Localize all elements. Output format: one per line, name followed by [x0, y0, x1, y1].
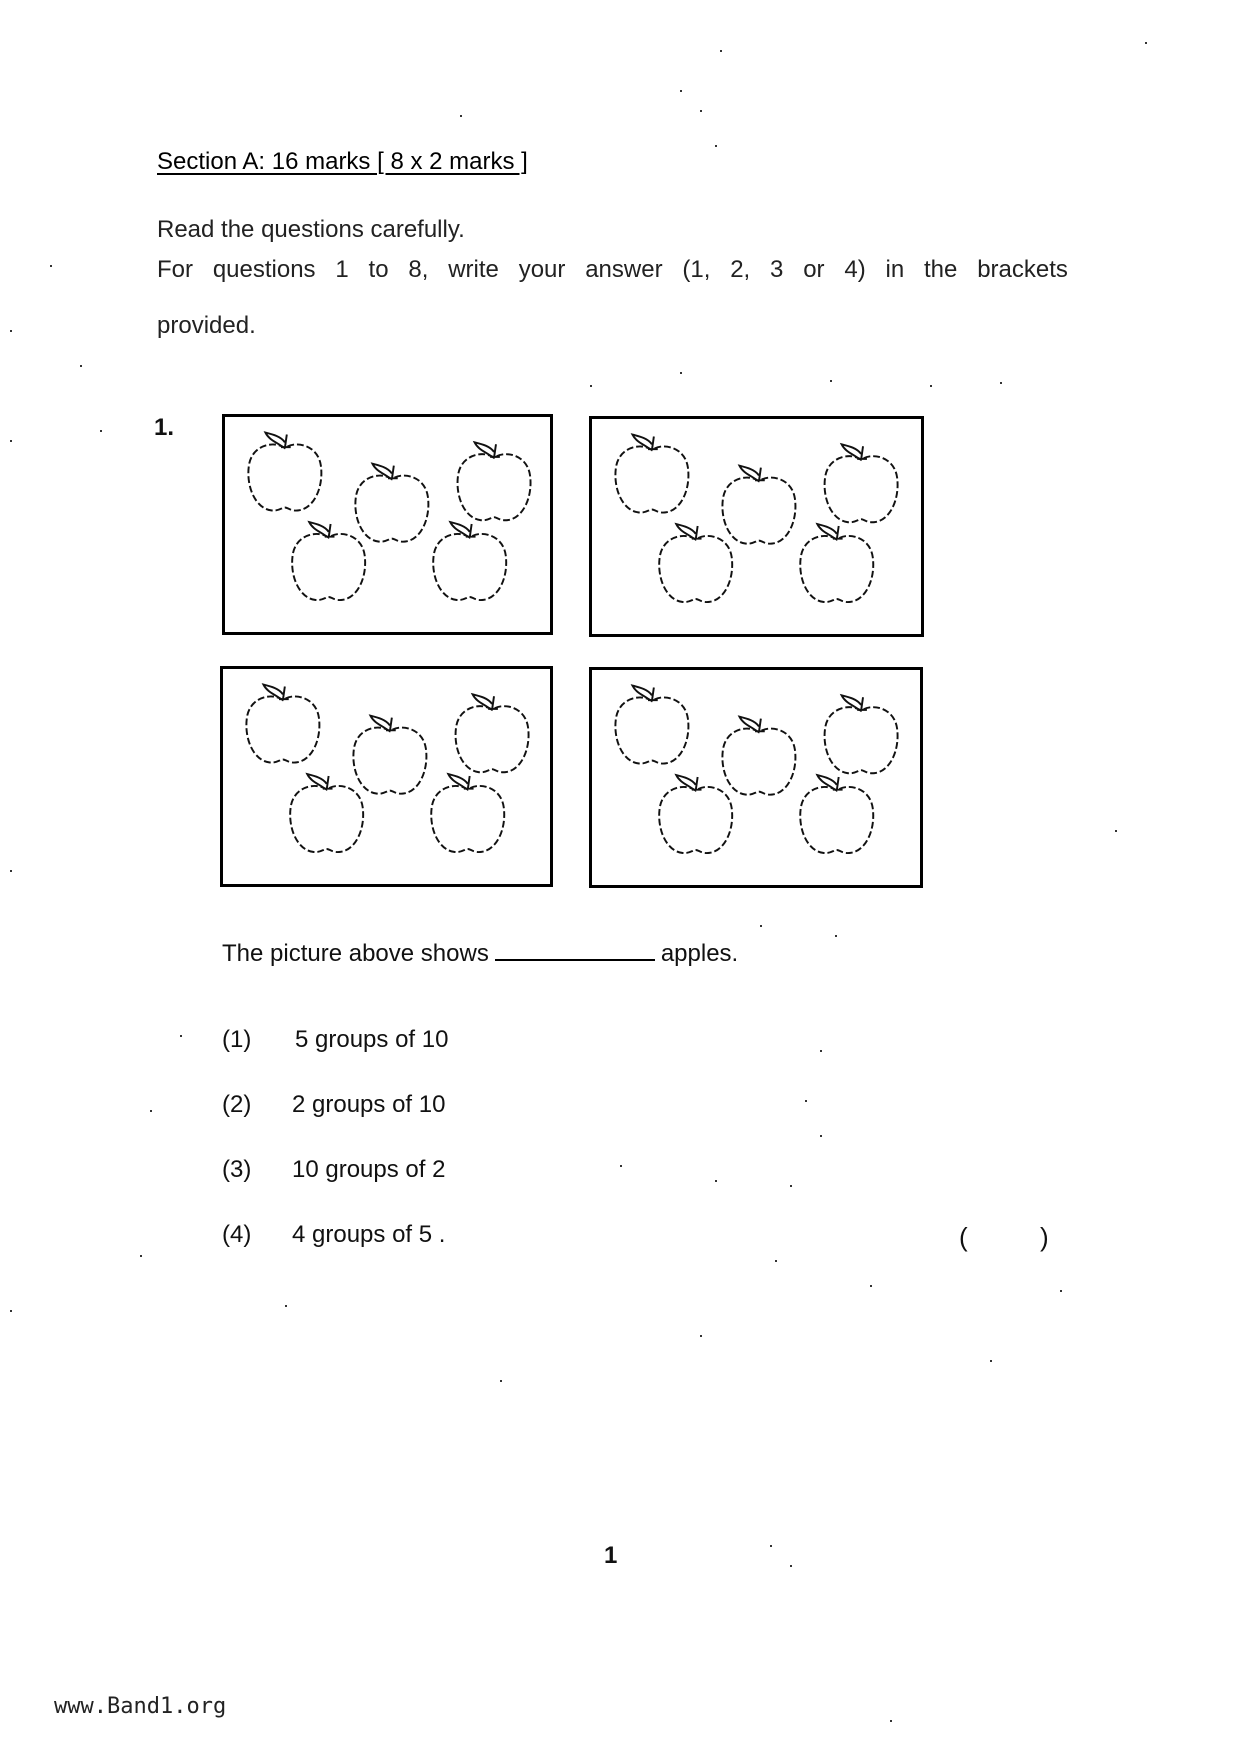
apple-outline-icon [615, 686, 688, 764]
scan-speck [930, 385, 932, 387]
scan-speck [990, 1360, 992, 1362]
scan-speck [1145, 42, 1147, 44]
instruction-word: brackets [977, 256, 1068, 283]
option-3-text: 10 groups of 2 [292, 1156, 446, 1183]
apple-outline-icon [456, 694, 529, 772]
apple-outline-icon [659, 775, 732, 853]
scan-speck [770, 1545, 772, 1547]
scan-speck [1000, 382, 1002, 384]
instruction-word: 8, [408, 256, 429, 283]
scan-speck [50, 265, 52, 267]
scan-speck [820, 1050, 822, 1052]
apple-group-1 [225, 417, 550, 632]
answer-bracket-close: ) [1040, 1222, 1049, 1252]
scan-speck [10, 1310, 12, 1312]
scan-speck [180, 1035, 182, 1037]
scan-speck [715, 145, 717, 147]
scan-speck [80, 365, 82, 367]
answer-blank[interactable] [495, 958, 655, 961]
scan-speck [820, 1135, 822, 1137]
option-2-text: 2 groups of 10 [292, 1091, 446, 1118]
option-4-text: 4 groups of 5 . [292, 1221, 446, 1248]
instruction-line-1: Read the questions carefully. [157, 216, 465, 243]
section-heading: Section A: 16 marks [ 8 x 2 marks ] [157, 148, 528, 175]
page-number: 1 [604, 1542, 618, 1569]
scan-speck [100, 430, 102, 432]
option-3-number: (3) [222, 1156, 252, 1183]
scan-speck [760, 925, 762, 927]
apple-group-box-2 [589, 416, 924, 637]
instruction-word: For [157, 256, 193, 283]
scan-speck [700, 110, 702, 112]
apple-group-4 [592, 670, 920, 885]
scan-speck [10, 870, 12, 872]
scan-speck [1115, 830, 1117, 832]
apple-outline-icon [248, 433, 321, 511]
apple-outline-icon [458, 442, 531, 520]
question-stem [222, 940, 738, 968]
scan-speck [10, 330, 12, 332]
instruction-word: 4) [844, 256, 866, 283]
question-number: 1. [154, 414, 175, 441]
instruction-line-3: provided. [157, 312, 256, 339]
scan-speck [870, 1285, 872, 1287]
instruction-word: to [368, 256, 389, 283]
scan-speck [790, 1185, 792, 1187]
instruction-line-2 [157, 256, 1068, 284]
apple-outline-icon [825, 695, 898, 773]
scan-speck [790, 1565, 792, 1567]
scan-speck [890, 1720, 892, 1722]
stem-after: apples. [660, 940, 739, 967]
instruction-word: write [448, 256, 499, 283]
apple-outline-icon [722, 466, 795, 544]
instruction-word: in [885, 256, 905, 283]
answer-bracket-open: ( [959, 1222, 968, 1252]
apple-outline-icon [659, 524, 732, 602]
instruction-word: 3 [770, 256, 784, 283]
scan-speck [715, 1180, 717, 1182]
apple-outline-icon [800, 524, 873, 602]
apple-outline-icon [292, 522, 365, 600]
scan-speck [460, 115, 462, 117]
instruction-word: 2, [730, 256, 751, 283]
scan-speck [720, 50, 722, 52]
apple-group-2 [592, 419, 921, 634]
option-1-text: 5 groups of 10 [295, 1026, 449, 1053]
apple-group-box-4 [589, 667, 923, 888]
scan-speck [140, 1255, 142, 1257]
scan-speck [620, 1165, 622, 1167]
stem-before: The picture above shows [222, 940, 489, 967]
scan-speck [150, 1110, 152, 1112]
apple-outline-icon [722, 717, 795, 795]
apple-outline-icon [433, 522, 506, 600]
instruction-word: (1, [682, 256, 711, 283]
scan-speck [10, 440, 12, 442]
instruction-word: answer [585, 256, 663, 283]
scan-speck [805, 1100, 807, 1102]
apple-group-box-3 [220, 666, 553, 887]
apple-outline-icon [355, 464, 428, 542]
apple-outline-icon [353, 716, 426, 794]
option-4-number: (4) [222, 1221, 252, 1248]
scan-speck [775, 1260, 777, 1262]
instruction-word: the [924, 256, 958, 283]
instruction-word: or [803, 256, 825, 283]
scan-speck [1060, 1290, 1062, 1292]
apple-outline-icon [246, 685, 319, 763]
apple-outline-icon [800, 775, 873, 853]
instruction-word: your [518, 256, 566, 283]
scan-speck [835, 935, 837, 937]
scan-speck [680, 90, 682, 92]
option-1-number: (1) [222, 1026, 252, 1053]
instruction-word: 1 [335, 256, 349, 283]
apple-outline-icon [825, 444, 898, 522]
scan-speck [830, 380, 832, 382]
option-2-number: (2) [222, 1091, 252, 1118]
footer-url: www.Band1.org [54, 1694, 227, 1719]
scan-speck [590, 385, 592, 387]
scan-speck [500, 1380, 502, 1382]
apple-outline-icon [290, 774, 363, 852]
answer-bracket-field[interactable] [985, 1222, 1035, 1252]
scan-speck [285, 1305, 287, 1307]
apple-group-3 [223, 669, 550, 884]
apple-outline-icon [431, 774, 504, 852]
apple-group-box-1 [222, 414, 553, 635]
scan-speck [700, 1335, 702, 1337]
scan-speck [680, 372, 682, 374]
apple-outline-icon [615, 435, 688, 513]
instruction-word: questions [212, 256, 316, 283]
